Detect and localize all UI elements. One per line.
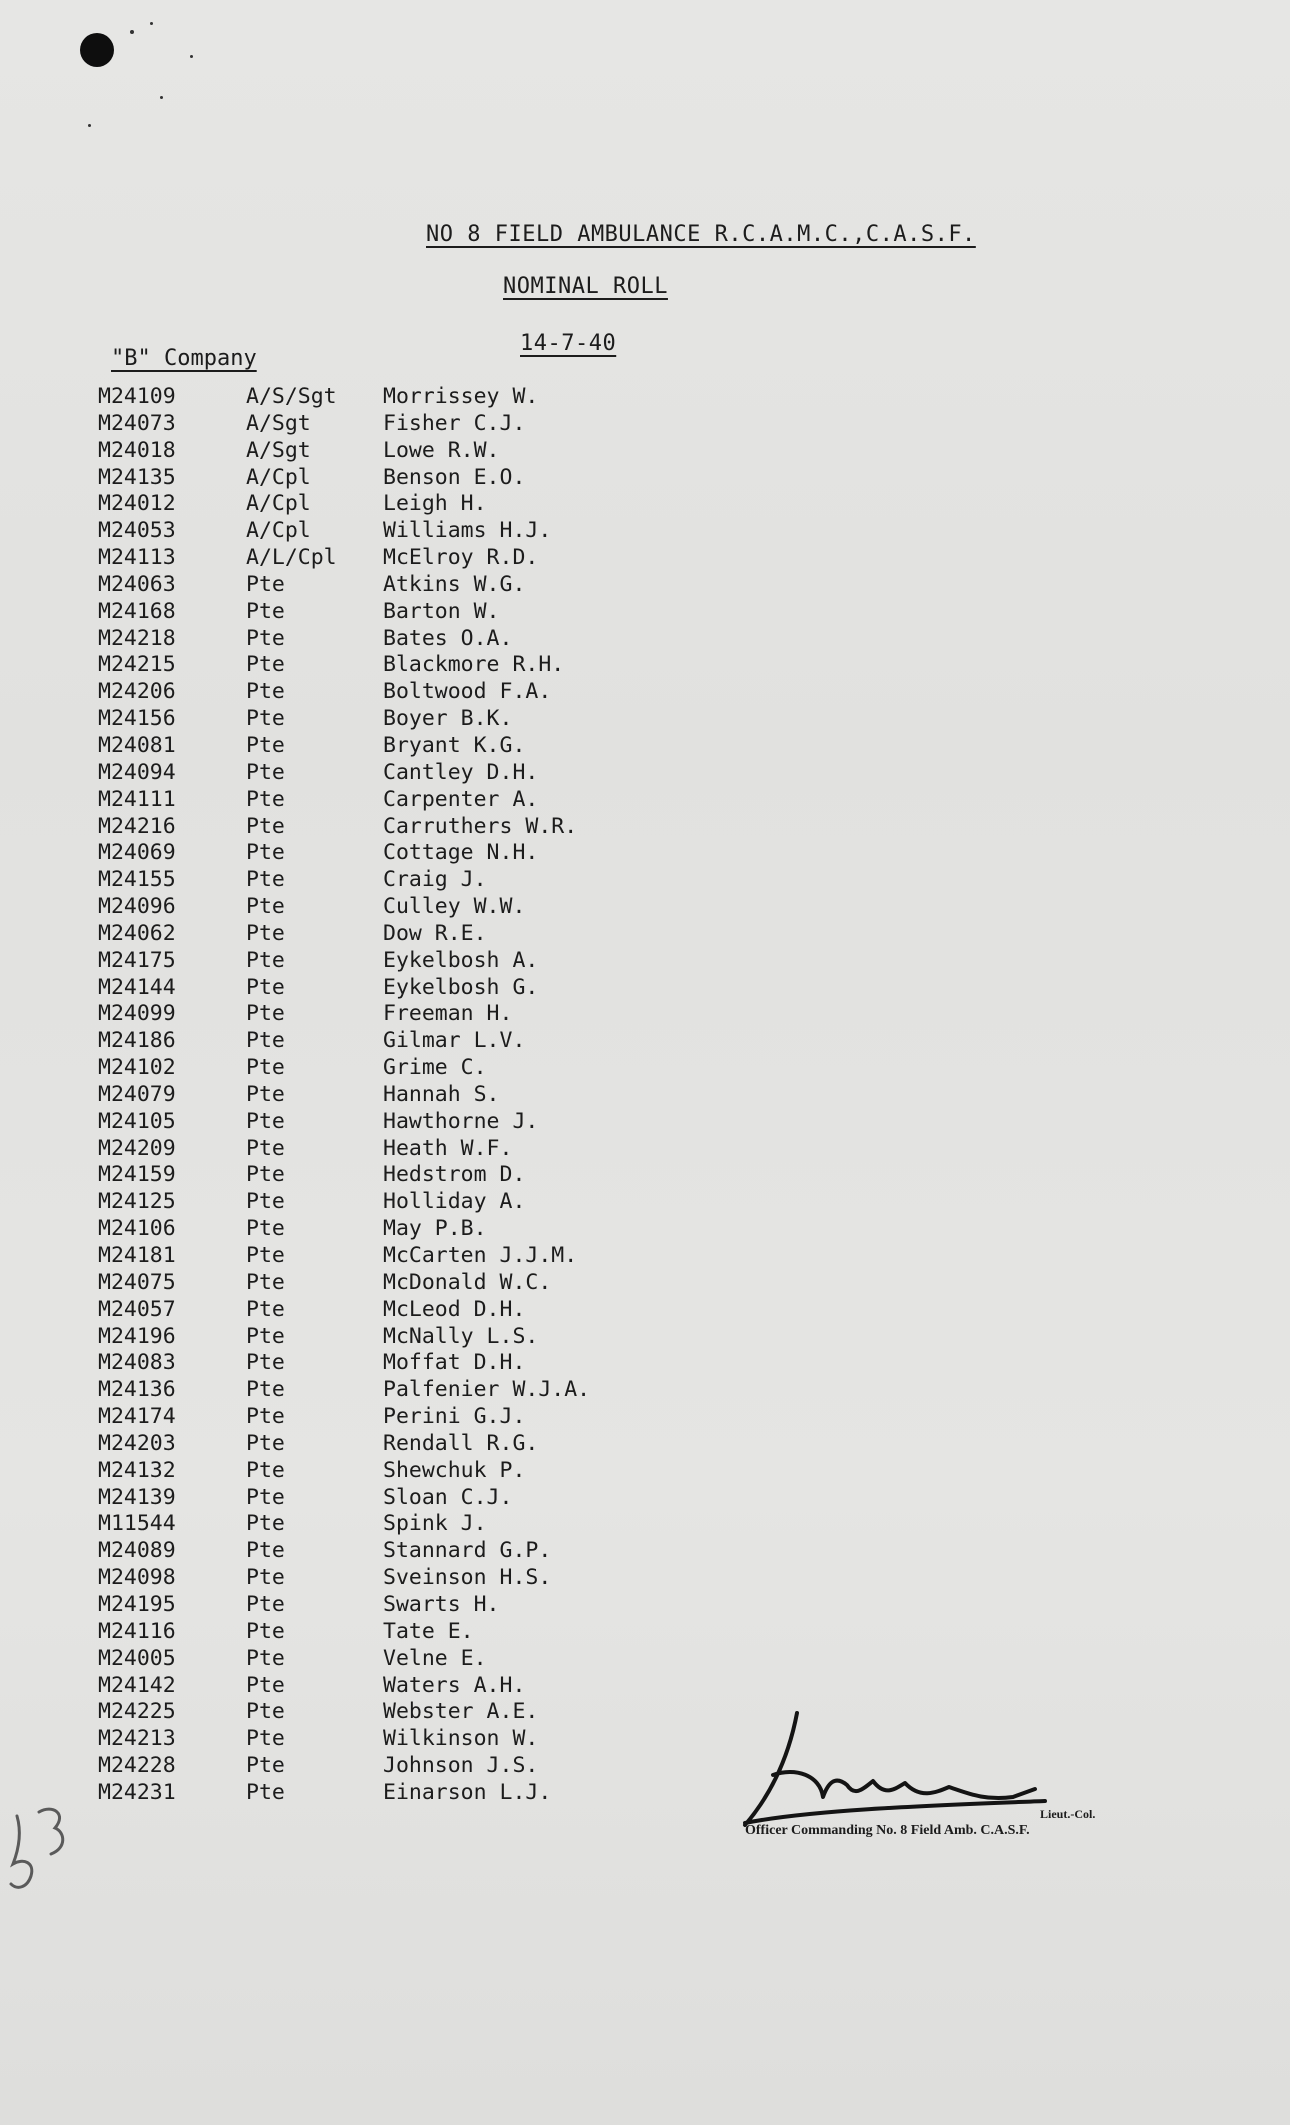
roll-entry: [98, 518, 698, 545]
rank: Pte: [246, 813, 285, 839]
unit-title: NO 8 FIELD AMBULANCE R.C.A.M.C.,C.A.S.F.: [426, 222, 976, 247]
rank: Pte: [246, 1189, 285, 1215]
rank: Pte: [246, 1699, 285, 1725]
rank: Pte: [246, 1323, 285, 1349]
handwritten-margin-note: [5, 1788, 75, 1902]
roll-entry: [98, 1592, 698, 1619]
service-number: M24228: [98, 1753, 176, 1779]
roll-entry: [98, 1082, 698, 1109]
soldier-name: Velne E.: [383, 1645, 487, 1671]
roll-entry: [98, 411, 698, 438]
rank: Pte: [246, 1135, 285, 1161]
rank: Pte: [246, 920, 285, 946]
service-number: M24083: [98, 1350, 176, 1376]
service-number: M24186: [98, 1028, 176, 1054]
roll-entry: [98, 1350, 698, 1377]
service-number: M24113: [98, 545, 176, 571]
roll-entry: [98, 1055, 698, 1082]
roll-entry: [98, 840, 698, 867]
soldier-name: Spink J.: [383, 1511, 487, 1537]
soldier-name: McNally L.S.: [383, 1323, 539, 1349]
ink-speck: [130, 30, 134, 34]
rank: A/Sgt: [246, 410, 311, 436]
service-number: M24181: [98, 1243, 176, 1268]
rank: Pte: [246, 1457, 285, 1483]
rank: Pte: [246, 867, 285, 893]
soldier-name: Webster A.E.: [383, 1699, 539, 1725]
rank: Pte: [246, 1108, 285, 1134]
roll-date: 14-7-40: [520, 331, 617, 356]
service-number: M24159: [98, 1162, 176, 1188]
service-number: M24139: [98, 1484, 176, 1510]
roll-entry: [98, 1243, 698, 1270]
soldier-name: Morrissey W.: [383, 384, 539, 409]
service-number: M24018: [98, 437, 176, 463]
rank: Pte: [246, 1404, 285, 1430]
soldier-name: Swarts H.: [383, 1591, 500, 1617]
rank: Pte: [246, 1779, 285, 1805]
service-number: M24142: [98, 1672, 176, 1698]
roll-entry: [98, 867, 698, 894]
roll-entry: [98, 679, 698, 706]
service-number: M24081: [98, 732, 176, 758]
roll-entry: [98, 1431, 698, 1458]
rank: A/Cpl: [246, 464, 311, 490]
soldier-name: Waters A.H.: [383, 1672, 526, 1698]
roll-entry: [98, 1109, 698, 1136]
roll-entry: [98, 1780, 698, 1807]
company-heading: "B" Company: [111, 346, 257, 371]
soldier-name: Williams H.J.: [383, 518, 552, 544]
rank: Pte: [246, 1484, 285, 1510]
service-number: M24203: [98, 1430, 176, 1456]
roll-entry: [98, 1619, 698, 1646]
service-number: M24215: [98, 652, 176, 678]
roll-entry: [98, 975, 698, 1002]
service-number: M24196: [98, 1323, 176, 1349]
soldier-name: Tate E.: [383, 1618, 474, 1644]
roll-entry: [98, 1028, 698, 1055]
soldier-name: Lowe R.W.: [383, 437, 500, 463]
soldier-name: Sveinson H.S.: [383, 1565, 552, 1591]
rank: Pte: [246, 1296, 285, 1322]
soldier-name: Leigh H.: [383, 491, 487, 517]
rank: Pte: [246, 1377, 285, 1403]
soldier-name: Bryant K.G.: [383, 732, 526, 758]
rank: Pte: [246, 1430, 285, 1456]
rank: Pte: [246, 1565, 285, 1591]
rank: Pte: [246, 1162, 285, 1188]
roll-entry: [98, 1377, 698, 1404]
rank: Pte: [246, 1511, 285, 1537]
service-number: M24096: [98, 894, 176, 920]
rank: Pte: [246, 1726, 285, 1752]
soldier-name: Perini G.J.: [383, 1404, 526, 1430]
roll-entry: [98, 652, 698, 679]
roll-entry: [98, 1726, 698, 1753]
rank: Pte: [246, 598, 285, 624]
rank: Pte: [246, 1350, 285, 1376]
service-number: M24156: [98, 706, 176, 732]
roll-title: NOMINAL ROLL: [503, 274, 668, 299]
roll-entry: [98, 1511, 698, 1538]
roll-entry: [98, 626, 698, 653]
service-number: M24174: [98, 1404, 176, 1430]
service-number: M24073: [98, 410, 176, 436]
soldier-name: Eykelbosh A.: [383, 947, 539, 973]
soldier-name: McElroy R.D.: [383, 545, 539, 571]
roll-entry: [98, 1324, 698, 1351]
roll-entry: [98, 1270, 698, 1297]
roll-entry: [98, 787, 698, 814]
soldier-name: Johnson J.S.: [383, 1753, 539, 1779]
service-number: M24155: [98, 867, 176, 893]
rank: Pte: [246, 1645, 285, 1671]
service-number: M24075: [98, 1269, 176, 1295]
service-number: M24057: [98, 1296, 176, 1322]
service-number: M24136: [98, 1377, 176, 1403]
soldier-name: Hedstrom D.: [383, 1162, 526, 1188]
roll-entry: [98, 1297, 698, 1324]
service-number: M24209: [98, 1135, 176, 1161]
service-number: M24218: [98, 625, 176, 651]
rank: A/Cpl: [246, 518, 311, 544]
roll-entry: [98, 760, 698, 787]
rank: A/Cpl: [246, 491, 311, 517]
soldier-name: Fisher C.J.: [383, 410, 526, 436]
soldier-name: Stannard G.P.: [383, 1538, 552, 1564]
soldier-name: Blackmore R.H.: [383, 652, 565, 678]
service-number: M24079: [98, 1081, 176, 1107]
service-number: M24102: [98, 1055, 176, 1081]
service-number: M24168: [98, 598, 176, 624]
ink-speck: [190, 55, 193, 58]
soldier-name: Cantley D.H.: [383, 759, 539, 785]
rank: Pte: [246, 652, 285, 678]
soldier-name: Craig J.: [383, 867, 487, 893]
service-number: M24144: [98, 974, 176, 1000]
punch-hole: [80, 33, 114, 67]
roll-entry: [98, 572, 698, 599]
rank: Pte: [246, 1028, 285, 1054]
soldier-name: Moffat D.H.: [383, 1350, 526, 1376]
service-number: M11544: [98, 1511, 176, 1537]
service-number: M24099: [98, 1001, 176, 1027]
service-number: M24125: [98, 1189, 176, 1215]
roll-entry: [98, 948, 698, 975]
rank: Pte: [246, 786, 285, 812]
roll-entry: [98, 1538, 698, 1565]
soldier-name: Einarson L.J.: [383, 1779, 552, 1805]
rank: Pte: [246, 1618, 285, 1644]
roll-entry: [98, 1404, 698, 1431]
roll-entry: [98, 1189, 698, 1216]
soldier-name: Barton W.: [383, 598, 500, 624]
rank: Pte: [246, 1216, 285, 1242]
rank: Pte: [246, 732, 285, 758]
rank: Pte: [246, 1269, 285, 1295]
service-number: M24111: [98, 786, 176, 812]
rank: Pte: [246, 1538, 285, 1564]
rank: Pte: [246, 1081, 285, 1107]
service-number: M24132: [98, 1457, 176, 1483]
soldier-name: Wilkinson W.: [383, 1726, 539, 1752]
roll-entry: [98, 1565, 698, 1592]
ink-speck: [150, 22, 153, 25]
service-number: M24105: [98, 1108, 176, 1134]
soldier-name: Bates O.A.: [383, 625, 513, 651]
rank: Pte: [246, 947, 285, 973]
rank: Pte: [246, 1672, 285, 1698]
soldier-name: McCarten J.J.M.: [383, 1243, 578, 1268]
service-number: M24089: [98, 1538, 176, 1564]
service-number: M24098: [98, 1565, 176, 1591]
rank: Pte: [246, 706, 285, 732]
soldier-name: Dow R.E.: [383, 920, 487, 946]
soldier-name: Carpenter A.: [383, 786, 539, 812]
roll-entry: [98, 1753, 698, 1780]
soldier-name: Culley W.W.: [383, 894, 526, 920]
soldier-name: Holliday A.: [383, 1189, 526, 1215]
service-number: M24109: [98, 384, 176, 409]
rank: Pte: [246, 679, 285, 705]
soldier-name: Benson E.O.: [383, 464, 526, 490]
soldier-name: Palfenier W.J.A.: [383, 1377, 591, 1403]
soldier-name: McLeod D.H.: [383, 1296, 526, 1322]
roll-entry: [98, 1485, 698, 1512]
service-number: M24094: [98, 759, 176, 785]
service-number: M24175: [98, 947, 176, 973]
roll-entry: [98, 814, 698, 841]
soldier-name: Cottage N.H.: [383, 840, 539, 866]
roll-entry: [98, 1001, 698, 1028]
service-number: M24005: [98, 1645, 176, 1671]
roll-entry: [98, 384, 698, 411]
rank: Pte: [246, 571, 285, 597]
service-number: M24053: [98, 518, 176, 544]
rank: Pte: [246, 1243, 285, 1268]
service-number: M24135: [98, 464, 176, 490]
soldier-name: Boltwood F.A.: [383, 679, 552, 705]
soldier-name: Hannah S.: [383, 1081, 500, 1107]
rank: Pte: [246, 894, 285, 920]
ink-speck: [88, 124, 91, 127]
soldier-name: Eykelbosh G.: [383, 974, 539, 1000]
signature-rank: Lieut.-Col.: [1040, 1807, 1096, 1821]
soldier-name: Freeman H.: [383, 1001, 513, 1027]
rank: Pte: [246, 1753, 285, 1779]
rank: Pte: [246, 759, 285, 785]
service-number: M24225: [98, 1699, 176, 1725]
roll-entry: [98, 1458, 698, 1485]
rank: Pte: [246, 1591, 285, 1617]
roll-entry: [98, 894, 698, 921]
service-number: M24216: [98, 813, 176, 839]
roll-entry: [98, 1646, 698, 1673]
signature-block: [735, 1705, 1145, 1865]
soldier-name: Gilmar L.V.: [383, 1028, 526, 1054]
soldier-name: Shewchuk P.: [383, 1457, 526, 1483]
nominal-roll-list: [98, 384, 698, 1807]
roll-entry: [98, 1699, 698, 1726]
roll-entry: [98, 1673, 698, 1700]
service-number: M24213: [98, 1726, 176, 1752]
signature-caption: Officer Commanding No. 8 Field Amb. C.A.S.F.: [745, 1823, 1030, 1838]
soldier-name: May P.B.: [383, 1216, 487, 1242]
service-number: M24106: [98, 1216, 176, 1242]
soldier-name: Heath W.F.: [383, 1135, 513, 1161]
rank: A/L/Cpl: [246, 545, 337, 571]
service-number: M24062: [98, 920, 176, 946]
rank: Pte: [246, 840, 285, 866]
soldier-name: Hawthorne J.: [383, 1108, 539, 1134]
rank: A/Sgt: [246, 437, 311, 463]
service-number: M24116: [98, 1618, 176, 1644]
roll-entry: [98, 599, 698, 626]
soldier-name: Sloan C.J.: [383, 1484, 513, 1510]
roll-entry: [98, 545, 698, 572]
soldier-name: Grime C.: [383, 1055, 487, 1081]
roll-entry: [98, 1136, 698, 1163]
service-number: M24069: [98, 840, 176, 866]
pencil-mark: [5, 1788, 75, 1898]
ink-speck: [160, 96, 163, 99]
roll-entry: [98, 921, 698, 948]
soldier-name: Carruthers W.R.: [383, 813, 578, 839]
rank: A/S/Sgt: [246, 384, 337, 409]
rank: Pte: [246, 1001, 285, 1027]
service-number: M24231: [98, 1779, 176, 1805]
service-number: M24206: [98, 679, 176, 705]
soldier-name: Atkins W.G.: [383, 571, 526, 597]
roll-entry: [98, 1216, 698, 1243]
rank: Pte: [246, 1055, 285, 1081]
rank: Pte: [246, 625, 285, 651]
service-number: M24195: [98, 1591, 176, 1617]
roll-entry: [98, 465, 698, 492]
rank: Pte: [246, 974, 285, 1000]
service-number: M24063: [98, 571, 176, 597]
soldier-name: Boyer B.K.: [383, 706, 513, 732]
roll-entry: [98, 733, 698, 760]
roll-entry: [98, 706, 698, 733]
roll-entry: [98, 1162, 698, 1189]
soldier-name: Rendall R.G.: [383, 1430, 539, 1456]
service-number: M24012: [98, 491, 176, 517]
soldier-name: McDonald W.C.: [383, 1269, 552, 1295]
roll-entry: [98, 438, 698, 465]
roll-entry: [98, 491, 698, 518]
